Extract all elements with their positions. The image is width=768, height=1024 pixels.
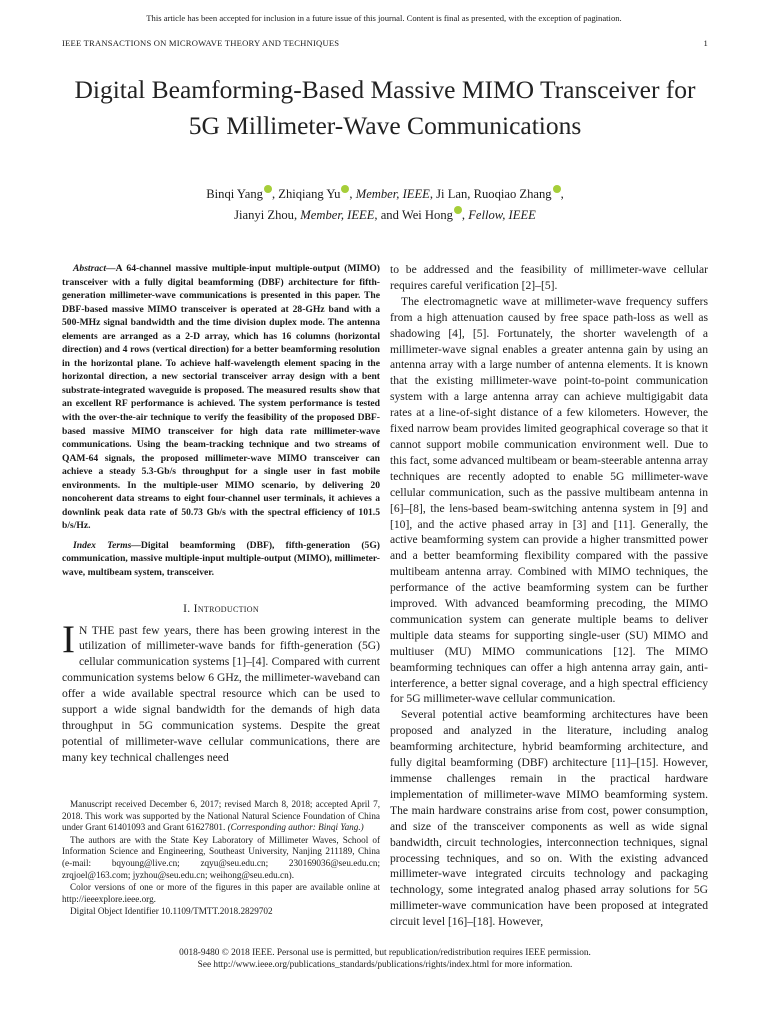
body-paragraph: to be addressed and the feasibility of millimeter-wave cellular requires careful verification [2]–[5]. <box>390 263 708 292</box>
orcid-icon[interactable] <box>264 185 272 193</box>
author-name: Binqi Yang <box>206 187 263 201</box>
body-paragraph: The electromagnetic wave at millimeter-wave frequency suffers from a high attenuation caused by free space path-loss as well as shadowing [4], [5]. Fortunately, the shorter wavelength of a millimeter-wave signal enables a greater antenna gain by using an antenna array with a large number of antenna elements. It is known that the existing millimeter-wave point-to-point communication system with a large antenna array can achieve multigigabit data rates at a line-of-sight distance of a few kilometers. However, the fixed narrow beam provides limited geographical coverage so that it cannot support mobile communication environment well. Due to this fact, some advanced multibeam or beam-steerable antenna array techniques are recently adopted to enable 5G millimeter-wave cellular communication, such as the passive multibeam antenna in [6]–[8], the lens-based beam-switching antenna system in [9] and [10], and the active phased array in [3] and [11]. Generally, the active beamforming system can provide a higher transmitted power and a better beamforming flexibility compared with the passive multibeam antenna array. Combined with MIMO techniques, the performance of the active beamforming system can be further improved. With advanced beamforming precoding, the MIMO communication system can generate multiple beams to deliver multiple data steams for supporting single-user (SU) MIMO and multiuser (MU) MIMO communications [12]. The MIMO beamforming techniques can offer a high antenna array gain, anti-interference, a better signal coverage, and a high spectral efficiency for 5G millimeter-wave cellular communication. <box>390 294 708 706</box>
author-list <box>62 184 708 226</box>
page-number: 1 <box>703 38 708 48</box>
body-paragraph: Several potential active beamforming architectures have been proposed and analyzed in the literature, including analog beamforming architecture, hybrid beamforming architecture, and fully digital beamforming (DBF) architecture [11]–[15]. However, immense challenges remain in the practical hardware implementation of millimeter-wave MIMO beamforming system. The main hardware constrains arise from cost, power consumption, and size of the transceiver components as well as wide signal bandwidth, circuit technologies, interconnection techniques, signal processing techniques, and so on. With the existing advanced millimeter-wave integrated circuits technology and packaging technology, some integrated analog phased array solutions for 5G millimeter-wave communication have been proposed at integrated circuit level [16]–[18]. However, <box>390 708 708 929</box>
author-name: Ji Lan <box>436 187 468 201</box>
journal-name: IEEE TRANSACTIONS ON MICROWAVE THEORY AND TECHNIQUES <box>62 38 340 48</box>
orcid-icon[interactable] <box>454 206 462 214</box>
abstract-text: A 64-channel massive multiple-input multiple-output (MIMO) transceiver with a fully digital beamforming (DBF) architecture for fifth-generation millimeter-wave communications is presented in this paper. The DBF-based massive MIMO transceiver is operated at 28-GHz band with a 500-MHz signal bandwidth and the time division duplex mode. The antenna elements are arranged as a 2-D array, which has 16 columns (horizontal direction) and 4 rows (vertical direction) for a better beamforming resolution in the horizontal plane. To achieve half-wavelength element spacing in the horizontal direction, a new sectorial transceiver array design with a bent substrate-integrated waveguide is proposed. The measured results show that an excellent RF performance is achieved. The system performance is tested with the over-the-air technique to verify the feasibility of the proposed DBF-based massive MIMO transceiver for high data rate millimeter-wave communications. Using the beam-tracking technique and two streams of QAM-64 signals, the proposed millimeter-wave MIMO transceiver can achieve a steady 5.3-Gb/s throughput for a single user in fast mobile environments. In the multiple-user MIMO scenario, by delivering 20 noncoherent data streams to eight four-channel user terminals, it achieves a downlink peak data rate of 50.73 Gb/s with the spectral efficiency of 101.5 b/s/Hz. <box>62 263 380 532</box>
abstract-label: Abstract— <box>73 263 116 274</box>
drop-cap: I <box>62 617 75 661</box>
footnotes <box>62 799 380 919</box>
copyright-line: 0018-9480 © 2018 IEEE. Personal use is permitted, but republication/redistribution requires IEEE permission. <box>179 948 591 958</box>
footnote-affiliation: The authors are with the State Key Laboratory of Millimeter Waves, School of Information Science and Engineering, Southeast University, Nanjing 211189, China (e-mail: bqyoung@live.cn; zqyu@seu.edu.cn; 230169036@seu.edu.cn; zrqjoel@163.com; jyzhou@seu.edu.cn; weihong@seu.edu.cn). <box>62 834 380 880</box>
index-terms <box>62 539 380 580</box>
author-role: Member, IEEE <box>355 187 430 201</box>
orcid-icon[interactable] <box>553 185 561 193</box>
author-role: Member, IEEE <box>300 208 375 222</box>
intro-paragraph: I N THE past few years, there has been growing interest in the utilization of millimeter-wave bands for fifth-generation (5G) cellular communication systems [1]–[4]. Compared with current communication systems below 6 GHz, the millimeter-waveband can offer a wide available spectral resource which can be used to support a wide signal bandwidth for the demands of high data throughput in 5G communication systems. Despite the great potential of millimeter-wave cellular communications, there are many key technical challenges need <box>62 617 380 764</box>
footnote-doi: Digital Object Identifier 10.1109/TMTT.2018.2829702 <box>70 906 273 917</box>
paper-title: Digital Beamforming-Based Massive MIMO Transceiver for 5G Millimeter-Wave Communications <box>74 75 696 140</box>
author-name: Wei Hong <box>401 208 453 222</box>
acceptance-notice: This article has been accepted for inclusion in a future issue of this journal. Content is final as presented, with the exception of pagination. <box>146 13 622 23</box>
footnote-manuscript: Manuscript received December 6, 2017; revised March 8, 2018; accepted April 7, 2018. This work was supported by the National Natural Science Foundation of China under Grant 61401093 and Grant 61627801. (Corresponding author: Binqi Yang.) <box>62 799 380 833</box>
author-line-2: Jianyi Zhou, Member, IEEE, and Wei Hong , Fellow, IEEE <box>234 208 536 222</box>
right-column <box>390 262 708 930</box>
index-terms-text: Digital beamforming (DBF), fifth-generation (5G) communication, massive multiple-input multiple-output (MIMO), millimeter-wave, multibeam system, transceiver. <box>62 539 380 579</box>
section-heading: I. Introduction <box>183 601 259 615</box>
author-name: Ruoqiao Zhang <box>473 187 552 201</box>
index-terms-label: Index Terms— <box>73 539 141 551</box>
author-line-1: Binqi Yang , Zhiqiang Yu , Member, IEEE, Ji Lan, Ruoqiao Zhang , <box>206 187 564 201</box>
rights-link[interactable]: See http://www.ieee.org/publications_standards/publications/rights/index.html for more information. <box>197 959 573 970</box>
author-role: Fellow, IEEE <box>468 208 536 222</box>
footnote-color: Color versions of one or more of the figures in this paper are available online at http://ieeexplore.ieee.org. <box>62 882 380 904</box>
author-name: Zhiqiang Yu <box>278 187 341 201</box>
left-column <box>62 262 380 766</box>
copyright-footer <box>62 948 708 971</box>
running-header <box>62 38 708 48</box>
author-name: Jianyi Zhou <box>234 208 294 222</box>
abstract <box>62 262 380 533</box>
